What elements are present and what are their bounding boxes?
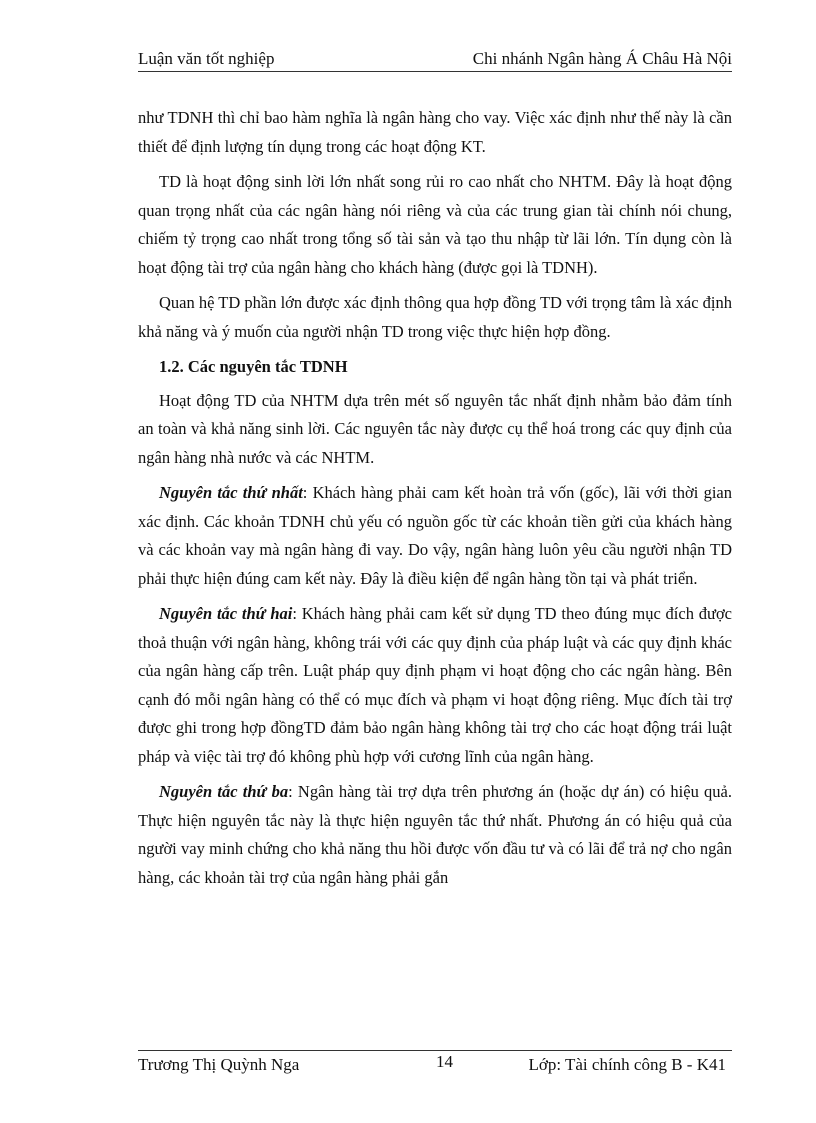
paragraph-credit-relationship: Quan hệ TD phần lớn được xác định thông qua hợp đồng TD với trọng tâm là xác định khả năng và ý muốn của người nhận TD trong việc thực hiện hợp đồng. (138, 293, 732, 341)
principle-one-lead: Nguyên tắc thứ nhất (159, 483, 303, 502)
page-body (138, 104, 732, 899)
footer-rule (138, 1050, 732, 1051)
principle-one-text: : Khách hàng phải cam kết hoàn trả vốn (gốc), lãi với thời gian xác định. Các khoản TDNH chủ yếu có nguồn gốc từ các khoản tiền gửi của khách hàng và các khoản vay mà ngân hàng đi vay. Do vậy, ngân hàng luôn yêu cầu người nhận TD phải thực hiện đúng cam kết này. Đây là điều kiện để ngân hàng tồn tại và phát triển. (138, 483, 732, 588)
paragraph-principle-two (138, 600, 732, 771)
class-label: Lớp: Tài chính công B - K41 (528, 1055, 726, 1074)
bank-branch-label: Chi nhánh Ngân hàng Á Châu Hà Nội (472, 49, 732, 68)
paragraph-principle-one (138, 479, 732, 593)
author-name: Trương Thị Quỳnh Nga (138, 1055, 300, 1074)
header-rule (138, 71, 732, 72)
principle-two-text: : Khách hàng phải cam kết sử dụng TD theo đúng mục đích được thoả thuận với ngân hàng, không trái với các quy định của pháp luật và các quy định khác của ngân hàng cấp trên. Luật pháp quy định phạm vi hoạt động cho các ngân hàng. Bên cạnh đó mỗi ngân hàng có thể có mục đích và phạm vi hoạt động riêng. Mục đích tài trợ được ghi trong hợp đồngTD đảm bảo ngân hàng không tài trợ cho các hoạt động trái luật pháp và việc tài trợ đó không phù hợp với cương lĩnh của ngân hàng. (138, 604, 733, 766)
page-number: 14 (436, 1052, 453, 1071)
paragraph-principles-intro: Hoạt động TD của NHTM dựa trên mét số nguyên tắc nhất định nhằm bảo đảm tính an toàn và khả năng sinh lời. Các nguyên tắc này được cụ thể hoá trong các quy định của ngân hàng nhà nước và các NHTM. (138, 390, 732, 467)
paragraph-credit-profit: TD là hoạt động sinh lời lớn nhất song rủi ro cao nhất cho NHTM. Đây là hoạt động quan trọng nhất của các ngân hàng nói riêng và của các trung gian tài chính nói chung, chiếm tỷ trọng cao nhất trong tổng số tài sản và tạo thu nhập từ lãi lớn. Tín dụng còn là hoạt động tài trợ của ngân hàng cho khách hàng (được gọi là TDNH). (138, 172, 732, 277)
page-header (138, 49, 732, 71)
principle-three-lead: Nguyên tắc thứ ba (159, 782, 289, 801)
thesis-label: Luận văn tốt nghiệp (138, 49, 275, 68)
section-heading: 1.2. Các nguyên tắc TDNH (159, 357, 348, 376)
page-footer (138, 1052, 732, 1077)
principle-three-text: : Ngân hàng tài trợ dựa trên phương án (hoặc dự án) có hiệu quả. Thực hiện nguyên tắc này là thực hiện nguyên tắc thứ nhất. Phương án có hiệu quả của người vay minh chứng cho khả năng thu hồi được vốn đầu tư và có lãi để trả nợ cho ngân hàng, các khoản tài trợ của ngân hàng phải gắn (138, 782, 732, 887)
paragraph-principle-three (138, 778, 732, 892)
principle-two-lead: Nguyên tắc thứ hai (159, 604, 293, 623)
paragraph-continuation: như TDNH thì chỉ bao hàm nghĩa là ngân hàng cho vay. Việc xác định như thế này là cần thiết để định lượng tín dụng trong các hoạt động KT. (138, 108, 732, 156)
